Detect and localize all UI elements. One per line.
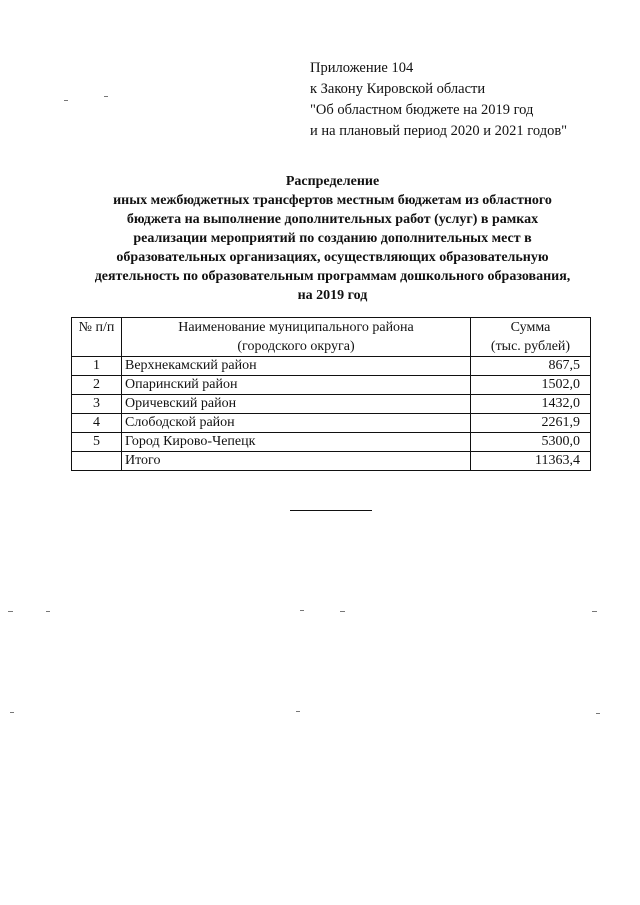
title-line: Распределение <box>285 174 380 189</box>
header-name-line2: (городского округа) <box>237 339 355 354</box>
appendix-law-reference: к Закону Кировской области <box>310 81 486 97</box>
scan-artifact <box>296 711 300 712</box>
scan-artifact <box>592 611 597 612</box>
appendix-law-title: "Об областном бюджете на 2019 год <box>310 102 534 118</box>
row-number: 2 <box>72 376 122 395</box>
row-district: Слободской район <box>122 414 471 433</box>
header-sum-line1: Сумма <box>510 320 551 335</box>
row-number: 4 <box>72 414 122 433</box>
row-number: 3 <box>72 395 122 414</box>
row-amount: 1502,0 <box>471 376 591 395</box>
table-row <box>72 433 591 452</box>
row-amount: 1432,0 <box>471 395 591 414</box>
row-district: Опаринский район <box>122 376 471 395</box>
total-label: Итого <box>122 452 471 471</box>
header-name-line1: Наименование муниципального района <box>178 320 414 335</box>
table-header-row <box>72 318 591 357</box>
row-district: Верхнекамский район <box>122 357 471 376</box>
appendix-header <box>310 58 567 142</box>
end-divider <box>290 510 372 511</box>
scan-artifact <box>10 712 14 713</box>
document-title <box>40 172 625 305</box>
row-amount: 2261,9 <box>471 414 591 433</box>
table-row <box>72 395 591 414</box>
title-line: иных межбюджетных трансфертов местным бюджетам из областного <box>113 193 552 208</box>
table-row <box>72 376 591 395</box>
row-district: Город Кирово-Чепецк <box>122 433 471 452</box>
title-line: бюджета на выполнение дополнительных работ (услуг) в рамках <box>126 212 539 227</box>
row-number: 5 <box>72 433 122 452</box>
scan-artifact <box>46 611 50 612</box>
title-line: реализации мероприятий по созданию дополнительных мест в <box>133 231 532 246</box>
row-amount: 867,5 <box>471 357 591 376</box>
header-sum-line2: (тыс. рублей) <box>490 339 571 354</box>
title-line: образовательных организациях, осуществляющих образовательную <box>116 250 549 265</box>
scan-artifact <box>340 611 345 612</box>
scan-artifact <box>104 96 108 97</box>
header-number: № п/п <box>72 318 122 357</box>
scan-artifact <box>64 100 68 101</box>
scan-artifact <box>300 610 304 611</box>
header-name <box>122 318 471 357</box>
table-row <box>72 414 591 433</box>
row-number: 1 <box>72 357 122 376</box>
title-line: на 2019 год <box>297 288 368 303</box>
table-total-row <box>72 452 591 471</box>
appendix-number: Приложение 104 <box>310 60 414 76</box>
scan-artifact <box>8 611 13 612</box>
appendix-law-period: и на плановый период 2020 и 2021 годов" <box>310 123 568 139</box>
total-number <box>72 452 122 471</box>
title-line: деятельность по образовательным программам дошкольного образования, <box>94 269 571 284</box>
header-sum <box>471 318 591 357</box>
row-amount: 5300,0 <box>471 433 591 452</box>
table-row <box>72 357 591 376</box>
distribution-table <box>71 317 591 471</box>
scan-artifact <box>596 713 600 714</box>
row-district: Оричевский район <box>122 395 471 414</box>
total-amount: 11363,4 <box>471 452 591 471</box>
